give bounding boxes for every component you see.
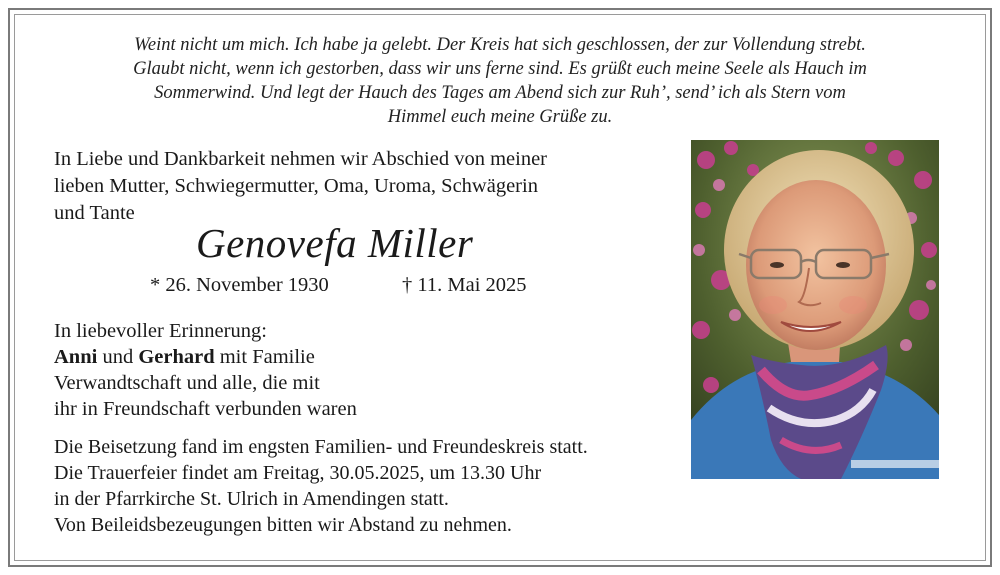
intro-text: [54, 146, 547, 227]
poem: [60, 33, 940, 129]
funeral-line: Die Beisetzung fand im engsten Familien- und Freundeskreis statt.: [54, 436, 588, 458]
family-suffix: mit Familie: [214, 346, 315, 368]
poem-line: Sommerwind. Und legt der Hauch des Tages am Abend sich zur Ruh’, send’ ich als Stern vom: [154, 83, 846, 103]
funeral-info: [54, 434, 588, 538]
deceased-name: Genovefa Miller: [196, 220, 474, 266]
memory-line: Verwandtschaft und alle, die mit: [54, 372, 320, 394]
funeral-line: Von Beileidsbezeugungen bitten wir Abstand zu nehmen.: [54, 514, 512, 536]
poem-line: Glaubt nicht, wenn ich gestorben, dass wir uns ferne sind. Es grüßt euch meine Seele als Hauch im: [133, 59, 867, 79]
family-name-anni: Anni: [54, 346, 98, 368]
intro-line: lieben Mutter, Schwiegermutter, Oma, Uroma, Schwägerin: [54, 175, 538, 197]
memory-line: ihr in Freundschaft verbunden waren: [54, 398, 357, 420]
funeral-line: Die Trauerfeier findet am Freitag, 30.05.2025, um 13.30 Uhr: [54, 462, 542, 484]
intro-line: In Liebe und Dankbarkeit nehmen wir Abschied von meiner: [54, 148, 547, 170]
birth-date: * 26. November 1930: [150, 274, 329, 296]
family-conjunction: und: [97, 346, 139, 368]
memory-heading: In liebevoller Erinnerung:: [54, 320, 267, 342]
death-date: † 11. Mai 2025: [402, 274, 527, 296]
funeral-line: in der Pfarrkirche St. Ulrich in Amendingen statt.: [54, 488, 449, 510]
poem-line: Himmel euch meine Grüße zu.: [387, 107, 613, 127]
memory-block: [54, 318, 357, 422]
portrait-photo: [691, 140, 939, 479]
family-line: [54, 344, 357, 370]
poem-line: Weint nicht um mich. Ich habe ja gelebt. Der Kreis hat sich geschlossen, der zur Vollendung strebt.: [134, 35, 866, 55]
portrait-illustration: [691, 140, 939, 479]
intro-line: und Tante: [54, 202, 135, 224]
family-name-gerhard: Gerhard: [138, 346, 215, 368]
